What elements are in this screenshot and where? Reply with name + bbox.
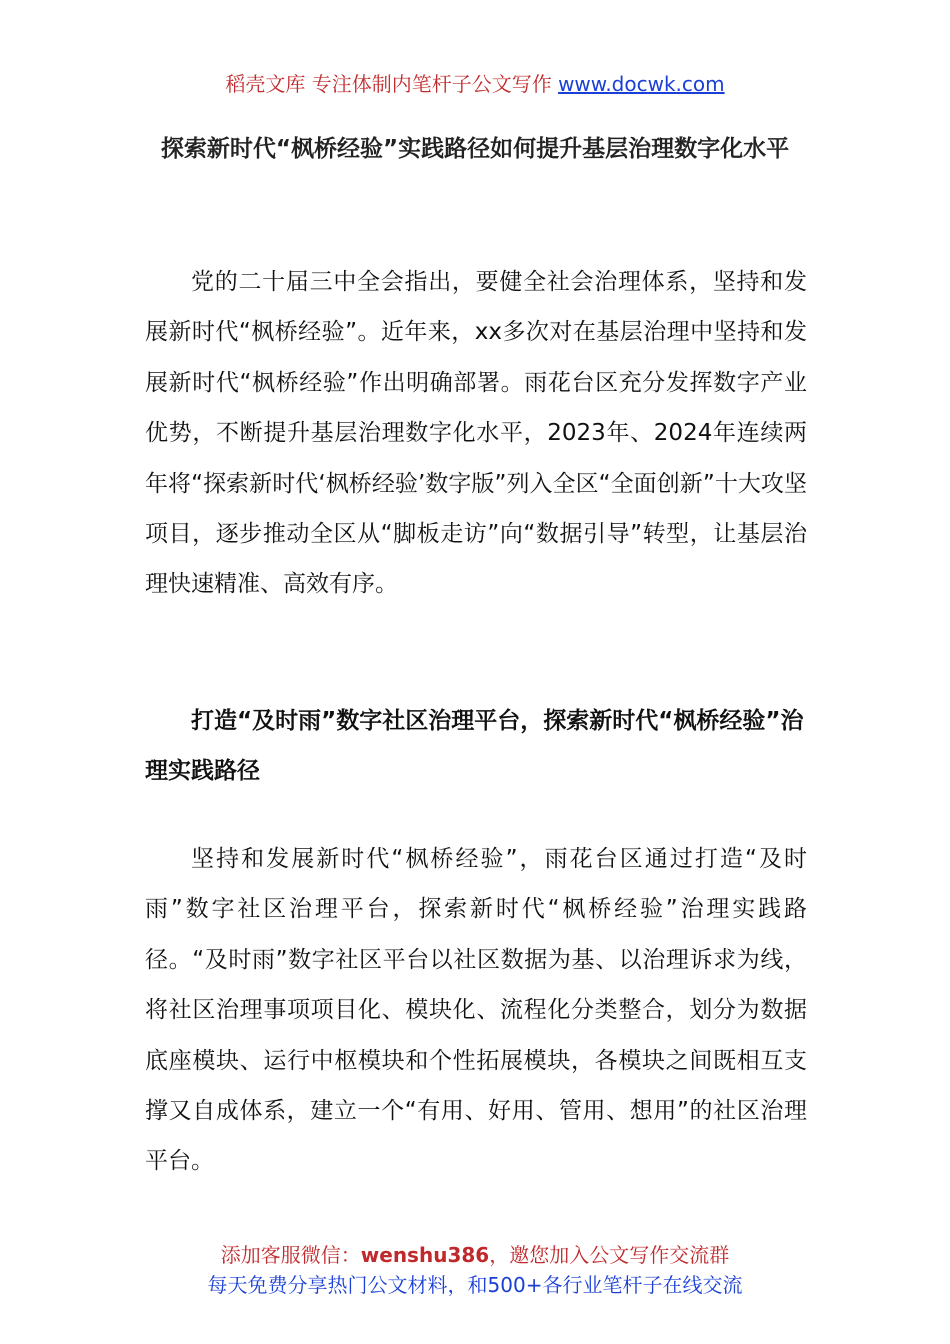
paragraph-intro: 党的二十届三中全会指出，要健全社会治理体系，坚持和发展新时代“枫桥经验”。近年来，xx多次对在基层治理中坚持和发展新时代“枫桥经验”作出明确部署。雨花台区充分发挥数字产业优势，不断提升基层治理数字化水平，2023年、2024年连续两年将“探索新时代‘枫桥经验’数字版”列入全区“全面创新”十大攻坚项目，逐步推动全区从“脚板走访”向“数据引导”转型，让基层治理快速精准、高效有序。 — [145, 269, 807, 598]
footer-contact-suffix: ，邀您加入公文写作交流群 — [489, 1243, 730, 1267]
page-header — [0, 70, 950, 98]
footer-promo-line: 每天免费分享热门公文材料，和500+各行业笔杆子在线交流 — [207, 1273, 743, 1297]
footer-contact-line — [0, 1240, 950, 1270]
paragraph-platform: 坚持和发展新时代“枫桥经验”，雨花台区通过打造“及时雨”数字社区治理平台，探索新时代“枫桥经验”治理实践路径。“及时雨”数字社区平台以社区数据为基、以治理诉求为线，将社区治理事项项目化、模块化、流程化分类整合，划分为数据底座模块、运行中枢模块和个性拓展模块，各模块之间既相互支撑又自成体系，建立一个“有用、好用、管用、想用”的社区治理平台。 — [145, 846, 807, 1175]
brand-text: 稻壳文库 专注体制内笔杆子公文写作 — [225, 72, 559, 96]
site-link[interactable]: www.docwk.com — [558, 72, 725, 96]
page-footer — [0, 1240, 950, 1300]
section-heading: 打造“及时雨”数字社区治理平台，探索新时代“枫桥经验”治理实践路径 — [145, 708, 804, 785]
wechat-id: wenshu386 — [360, 1243, 490, 1267]
document-title: 探索新时代“枫桥经验”实践路径如何提升基层治理数字化水平 — [160, 136, 790, 162]
footer-contact-prefix: 添加客服微信： — [220, 1243, 361, 1267]
